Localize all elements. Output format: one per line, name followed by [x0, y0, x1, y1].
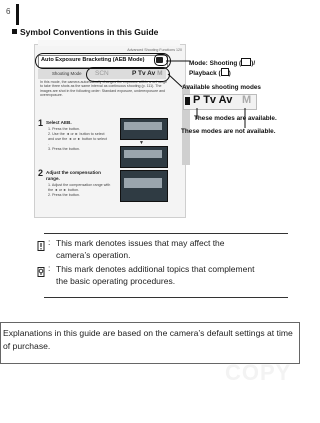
mode-annotation-line2: Playback (	[189, 70, 221, 77]
note-caution-row	[36, 238, 46, 256]
camera-screen-detail	[124, 150, 162, 158]
note-colon: :	[48, 237, 51, 247]
camera-icon	[241, 58, 251, 66]
footer-text: Explanations in this guide are based on the camera’s default settings at time of purchase.	[3, 328, 293, 351]
available-modes-title: Available shooting modes	[182, 84, 261, 91]
step-line: and use the ◄ or ► button to select	[48, 137, 107, 141]
shooting-mode-label: Shooting Mode	[52, 71, 82, 76]
camera-mode-small-icon	[185, 97, 190, 105]
step-line: 3. Press the button.	[48, 147, 80, 151]
playback-icon	[221, 68, 229, 76]
available-modes-text: P Tv Av	[132, 70, 156, 77]
step-line: 2. Use the ◄ or ► button to select	[48, 132, 105, 136]
modes-highlight-outline	[86, 67, 170, 82]
page-number-bar	[16, 4, 19, 25]
unavailable-modes-note: These modes are not available.	[181, 128, 276, 135]
mode-annotation-line1: Mode: Shooting (	[189, 60, 242, 67]
step-number: 2	[38, 168, 44, 178]
step-line: .	[48, 142, 50, 146]
step-title: Adjust the compensation range.	[46, 170, 101, 181]
mode-annotation-line2-end: )	[228, 70, 231, 77]
notes-bottom-rule	[44, 297, 288, 298]
step-number: 1	[38, 118, 44, 128]
sample-page-strip	[38, 40, 180, 46]
tip-icon	[36, 267, 46, 277]
step-line: 1. Adjust the compensation range with	[48, 183, 111, 187]
note-colon: :	[48, 263, 51, 273]
mode-annotation	[189, 58, 255, 78]
page-number: 6	[6, 7, 11, 16]
notes-top-rule	[44, 233, 288, 234]
step-line: 1. Press the button.	[48, 127, 80, 131]
unavailable-mode-badge: M	[242, 94, 252, 106]
caution-icon	[36, 241, 46, 251]
sample-header-text: Advanced Shooting Functions	[127, 48, 175, 52]
mode-annotation-line1-end: )/	[251, 60, 256, 67]
section-title-text: Symbol Conventions in this Guide	[20, 27, 159, 37]
watermark: COPY	[225, 360, 292, 385]
camera-screen-detail	[124, 122, 162, 130]
note-text-caution: This mark denotes issues that may affect the camera’s operation.	[56, 238, 225, 260]
sample-header-page: 120	[176, 48, 182, 52]
unavailable-mode-m: M	[157, 70, 163, 77]
unavailable-modes-scn: SCN	[95, 70, 109, 77]
arrow-down-icon: ▼	[139, 140, 144, 146]
section-title	[12, 27, 158, 37]
sample-body-text: In this mode, the camera automatically changes the exposure within a set range to take three shots as the same interval as continuous shooting (p. 111). The images are shot in the following order: Standard exposure, underexposure and overexposure.	[40, 80, 168, 98]
step-line: 2. Press the button.	[48, 193, 80, 197]
available-mode-badge: P Tv Av	[193, 94, 233, 106]
note-text-tip: This mark denotes additional topics that complement the basic operating procedures.	[56, 264, 255, 286]
note-tip-row	[36, 264, 46, 282]
step-line: the ◄ or ► button.	[48, 188, 80, 192]
camera-screen-detail	[124, 178, 162, 188]
sample-page-header	[82, 48, 182, 52]
available-modes-note: These modes are available.	[194, 115, 277, 122]
sample-title: Auto Exposure Bracketing (AEB Mode)	[41, 57, 145, 63]
step-title: Select AEB.	[46, 120, 72, 125]
square-bullet-icon	[12, 29, 17, 34]
